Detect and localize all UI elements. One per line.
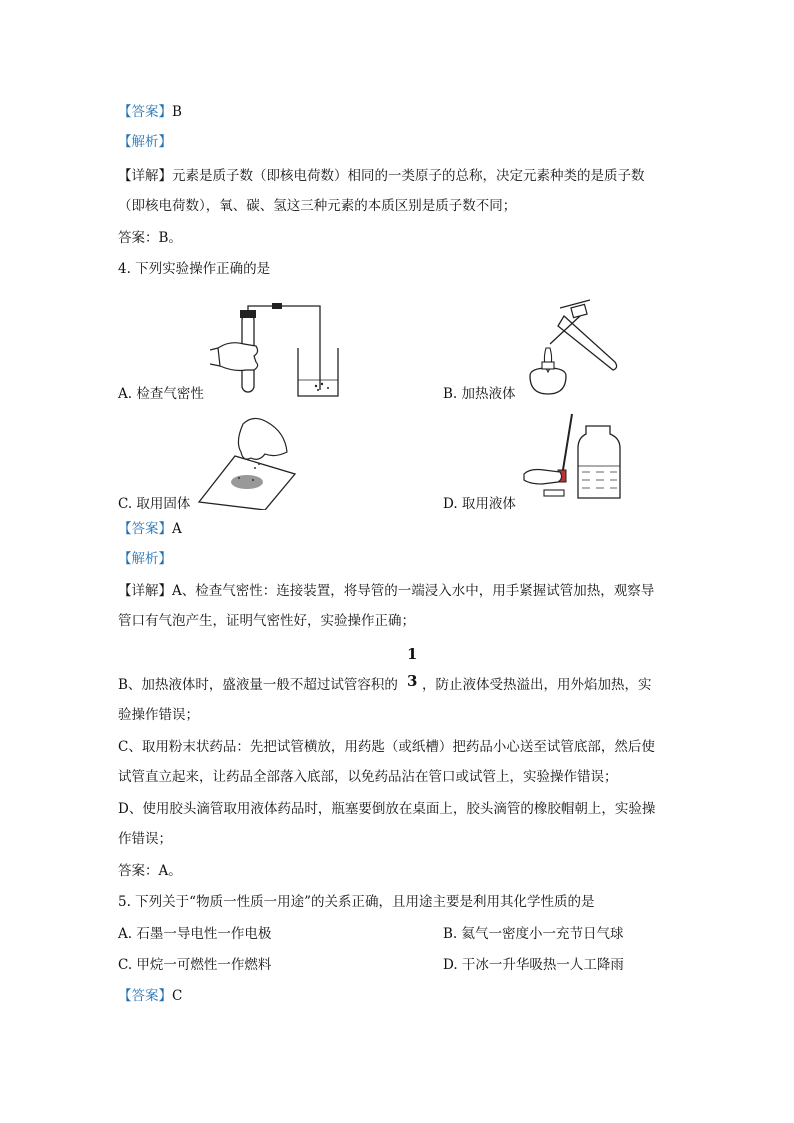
q4-detail-c-line-2: 试管直立起来，让药品全部落入底部，以免药品沾在管口或试管上，实验操作错误； [118,769,618,785]
q3-analysis-tag: 【解析】 [118,134,172,150]
answer-value: B [172,104,182,120]
fraction-numerator: 1 [407,645,418,663]
answer-value: C [172,988,183,1004]
q4-answer-line [118,519,182,539]
q4-detail-d-line-1: D、使用胶头滴管取用液体药品时，瓶塞要倒放在桌面上，胶头滴管的橡胶帽朝上，实验操 [118,801,656,817]
detail-tag: 【详解】 [118,168,172,184]
figure-heating-liquid [520,296,625,401]
q3-answer-line [118,102,182,122]
fraction-denominator: 3 [407,672,418,690]
figure-taking-solid [195,412,305,510]
q5-option-a: A. 石墨一导电性一作电极 [118,926,272,942]
q4-detail-b-line-1-pre: B、加热液体时，盛液量一般不超过试管容积的 [118,677,398,693]
q4-analysis-tag: 【解析】 [118,551,172,567]
figure-taking-liquid [520,410,625,505]
q5-stem: 5. 下列关于“物质一性质一用途”的关系正确，且用途主要是利用其化学性质的是 [118,894,595,910]
q4-detail-c-line-1: C、取用粉末状药品：先把试管横放，用药匙（或纸槽）把药品小心送至试管底部，然后使 [118,739,655,755]
option-d-label: D. 取用液体 [443,496,516,512]
q3-detail-line-2: （即核电荷数），氧、碳、氢这三种元素的本质区别是质子数不同； [118,198,517,214]
q3-final-answer: 答案：B。 [118,230,182,246]
q4-stem: 4. 下列实验操作正确的是 [118,261,271,277]
q5-option-b: B. 氦气一密度小一充节日气球 [443,926,624,942]
q4-detail-b-line-1-post: ，防止液体受热溢出，用外焰加热，实 [422,677,652,693]
q5-answer-line [118,986,182,1006]
detail-tag: 【详解】 [118,583,172,599]
q3-detail-line-1: 【详解】元素是质子数（即核电荷数）相同的一类原子的总称，决定元素种类的是质子数 [118,168,645,184]
q4-detail-a-line-2: 管口有气泡产生，证明气密性好，实验操作正确； [118,613,415,629]
q5-option-d: D. 干冰一升华吸热一人工降雨 [443,957,624,973]
answer-tag: 【答案】 [118,988,172,1004]
answer-tag: 【答案】 [118,104,172,120]
q4-final-answer: 答案：A。 [118,863,182,879]
answer-tag: 【答案】 [118,521,172,537]
q4-detail-b-line-2: 验操作错误； [118,707,199,723]
figure-airtightness-check [210,300,345,400]
option-c-label: C. 取用固体 [118,496,191,512]
answer-value: A [172,521,182,537]
q4-detail-d-line-2: 作错误； [118,831,172,847]
option-b-label: B. 加热液体 [443,386,516,402]
q4-detail-a-line-1: 【详解】A、检查气密性：连接装置，将导管的一端浸入水中，用手紧握试管加热，观察导 [118,583,655,599]
q5-option-c: C. 甲烷一可燃性一作燃料 [118,957,272,973]
option-a-label: A. 检查气密性 [118,386,204,402]
